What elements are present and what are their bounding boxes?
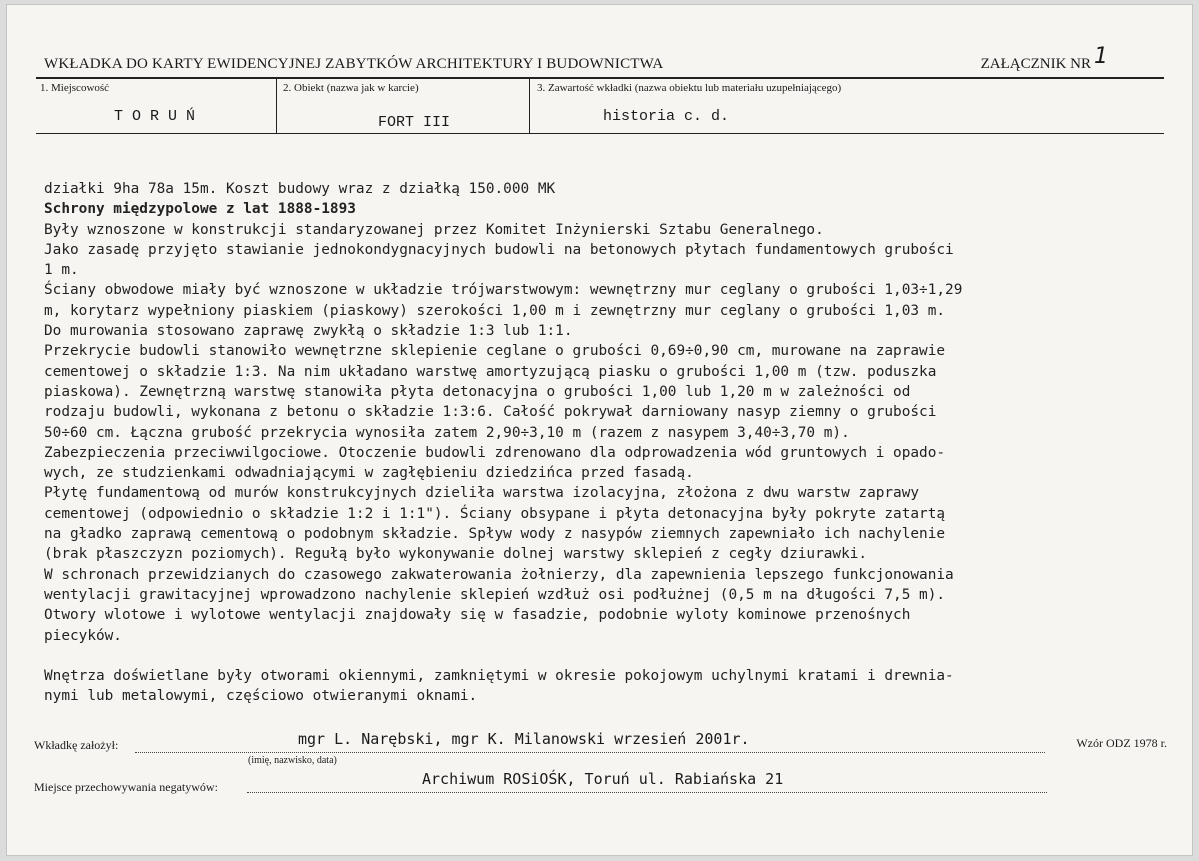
section-heading: Schrony międzypolowe z lat 1888-1893 <box>44 201 356 218</box>
body-line: Płytę fundamentową od murów konstrukcyjnych dzieliła warstwa izolacyjna, złożona z dwu warstw zaprawy <box>44 485 920 502</box>
field-divider <box>529 79 530 133</box>
content-value: historia c. d. <box>603 108 730 125</box>
body-line: Przekrycie budowli stanowiło wewnętrzne sklepienie ceglane o grubości 0,69÷0,90 cm, murowane na zaprawie <box>44 343 946 360</box>
body-line: Zabezpieczenia przeciwwilgociowe. Otoczenie budowli zdrenowano dla odprowadzenia wód gruntowych i opado- <box>44 444 946 461</box>
negatives-dotted-line <box>247 792 1047 793</box>
body-line: Otwory wlotowe i wylotowe wentylacji znajdowały się w fasadzie, podobnie wyloty kominowe przenośnych <box>44 607 911 624</box>
body-line: cementowej o składzie 1:3. Na nim układano warstwę amortyzującą piasku o grubości 1,00 m (tzw. poduszka <box>44 363 937 380</box>
form-title: WKŁADKA DO KARTY EWIDENCYJNEJ ZABYTKÓW ARCHITEKTURY I BUDOWNICTWA <box>44 56 664 72</box>
place-label: 1. Miejscowość <box>40 82 110 94</box>
body-line: cementowej (odpowiednio o składzie 1:2 i 1:1"). Ściany obsypane i płyta detonacyjna były pokryte zatartą <box>44 505 946 522</box>
header-rule <box>36 77 1164 79</box>
prepared-value: mgr L. Narębski, mgr K. Milanowski wrzesień 2001r. <box>298 730 750 748</box>
body-line: Wnętrza doświetlane były otworami okiennymi, zamkniętymi w okresie pokojowym uchylnymi kratami i drewnia- <box>44 668 954 685</box>
body-line: działki 9ha 78a 15m. Koszt budowy wraz z działką 150.000 MK <box>44 181 556 197</box>
content-label: 3. Zawartość wkładki (nazwa obiektu lub materiału uzupełniającego) <box>537 82 842 94</box>
body-line: 1 m. <box>44 262 79 279</box>
negatives-value: Archiwum ROSiOŚK, Toruń ul. Rabiańska 21 <box>422 770 784 788</box>
body-line: 50÷60 cm. Łączna grubość przekrycia wynosiła zatem 2,90÷3,10 m (razem z nasypem 3,40÷3,70 m). <box>44 424 850 441</box>
body-line: wentylacji grawitacyjnej wprowadzono nachylenie sklepień wzdłuż osi podłużnej (0,5 m na długości 7,5 m). <box>44 586 946 603</box>
document-body <box>44 179 1109 707</box>
body-line: nymi lub metalowymi, częściowo otwieranymi oknami. <box>44 688 478 705</box>
place-value: T O R U Ń <box>114 108 196 125</box>
attachment-number: 1 <box>1094 44 1108 69</box>
body-line: wych, ze studzienkami odwadniającymi w zagłębieniu dziedzińca przed fasadą. <box>44 465 694 482</box>
attachment-label: ZAŁĄCZNIK NR <box>980 56 1091 72</box>
field-divider <box>276 79 277 133</box>
object-value: FORT III <box>378 114 451 131</box>
object-label: 2. Obiekt (nazwa jak w karcie) <box>283 82 419 94</box>
prepared-dotted-line <box>135 752 1045 753</box>
negatives-label: Miejsce przechowywania negatywów: <box>34 780 218 794</box>
body-line: Ściany obwodowe miały być wznoszone w układzie trójwarstwowym: wewnętrzny mur ceglany o grubości 1,03÷1,29 <box>44 282 963 299</box>
body-line: piecyków. <box>44 627 122 644</box>
fields-rule <box>36 133 1164 134</box>
form-template-label: Wzór ODZ 1978 r. <box>1076 736 1167 750</box>
body-line: na gładko zaprawą cementową o podobnym składzie. Spływ wody z nasypów ziemnych zapewniało ich nachylenie <box>44 526 946 543</box>
body-line: piaskowa). Zewnętrzną warstwę stanowiła płyta detonacyjna o grubości 1,00 lub 1,20 m w zależności od <box>44 383 911 400</box>
body-line: W schronach przewidzianych do czasowego zakwaterowania żołnierzy, dla zapewnienia lepszego funkcjonowania <box>44 566 954 583</box>
paragraph-gap <box>44 646 1109 666</box>
body-line: Były wznoszone w konstrukcji standaryzowanej przez Komitet Inżynierski Sztabu Generalnego. <box>44 221 824 238</box>
prepared-hint: (imię, nazwisko, data) <box>248 755 337 766</box>
body-line: rodzaju budowli, wykonana z betonu o składzie 1:3:6. Całość pokrywał darniowany nasyp ziemny o grubości <box>44 404 937 421</box>
body-line: (brak płaszczyzn poziomych). Regułą było wykonywanie dolnej warstwy sklepień z cegły dziurawki. <box>44 546 868 563</box>
body-line: m, korytarz wypełniony piaskiem (piaskowy) szerokości 1,00 m i zewnętrzny mur ceglany o grubości 1,03 m. <box>44 302 946 319</box>
prepared-label: Wkładkę założył: <box>34 738 119 752</box>
body-line: Jako zasadę przyjęto stawianie jednokondygnacyjnych budowli na betonowych płytach fundamentowych grubości <box>44 241 954 258</box>
body-line: Do murowania stosowano zaprawę zwykłą o składzie 1:3 lub 1:1. <box>44 323 573 340</box>
